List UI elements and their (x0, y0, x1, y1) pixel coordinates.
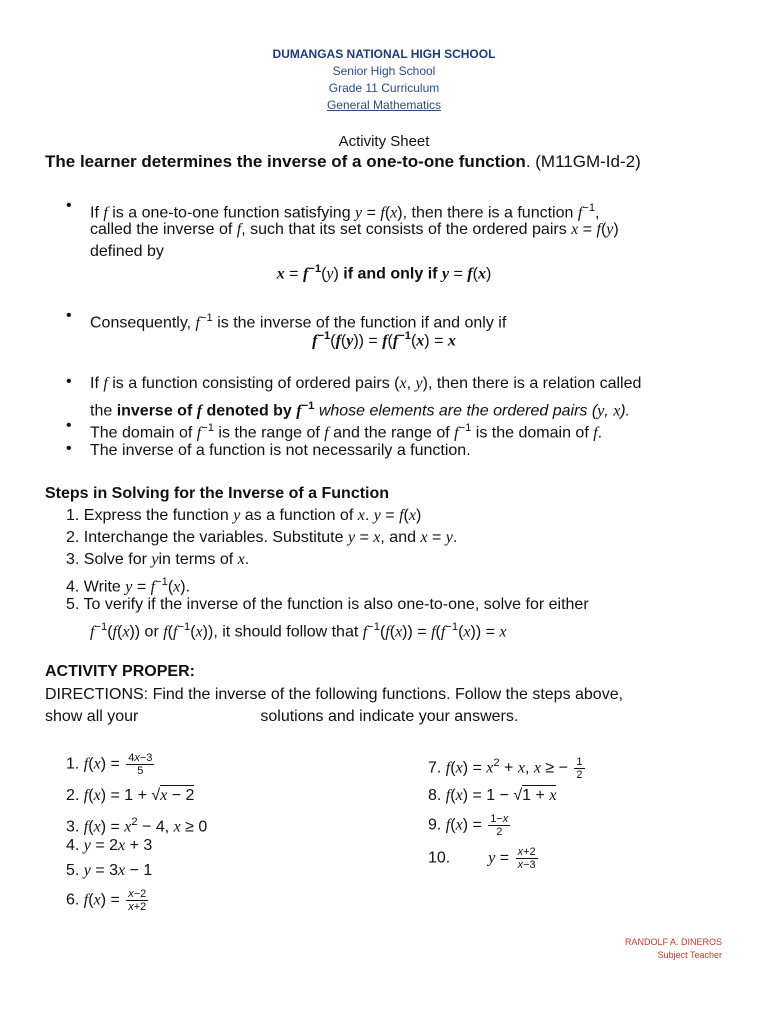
bullet-3-line-2: the inverse of f denoted by $f^{-1}$ whose elements are the ordered pairs (y, x). (90, 400, 631, 420)
bullet-dot: • (66, 440, 72, 457)
subject-name: General Mathematics (326, 98, 442, 112)
bullet-dot: • (66, 197, 72, 214)
activity-sheet-label: Activity Sheet (338, 133, 430, 150)
curriculum: Grade 11 Curriculum (328, 81, 440, 95)
problem-10: 10. y = $\frac{x+2}{x-3}$ (428, 846, 536, 871)
problem-4: 4. y = 2x + 3 (66, 837, 153, 854)
step-2: 2. Interchange the variables. Substitute y = x, and x = y. (66, 529, 458, 546)
school-level: Senior High School (332, 64, 436, 78)
step-3: 3. Solve for yin terms of x. (66, 551, 250, 568)
bullet-1-line-2: called the inverse of f, such that its set consists of the ordered pairs x = f(y) (90, 221, 619, 238)
step-5-line-1: 5. To verify if the inverse of the function is also one-to-one, solve for either (66, 596, 589, 613)
problem-6: 6. f(x) = $\frac{x-2}{x+2}$ (66, 888, 147, 913)
competency-code: . (M11GM-Id-2) (525, 152, 641, 171)
problem-8: 8. f(x) = 1 − √1 + x (428, 787, 557, 804)
directions-line-1: DIRECTIONS: Find the inverse of the following functions. Follow the steps above, (45, 686, 624, 703)
steps-title: Steps in Solving for the Inverse of a Function (45, 485, 390, 502)
composition-formula: $f^{-1}(f(y)) = f(f^{-1}(x) = x$ (312, 330, 456, 350)
bullet-dot: • (66, 307, 72, 324)
competency-title: The learner determines the inverse of a one-to-one function (45, 152, 526, 171)
directions-line-2: show all your solutions and indicate your answers. (45, 708, 519, 725)
activity-title: ACTIVITY PROPER: (45, 663, 195, 680)
teacher-name: RANDOLF A. DINEROS (624, 937, 722, 947)
school-name: DUMANGAS NATIONAL HIGH SCHOOL (272, 47, 496, 61)
bullet-dot: • (66, 373, 72, 390)
bullet-2: Consequently, $f^{-1}$ is the inverse of the function if and only if (90, 312, 507, 332)
step-4: 4. Write $y = f^{-1}(x)$. (66, 576, 191, 596)
problem-3: 3. $f(x) = x^2 - 4$, x ≥ 0 (66, 816, 208, 836)
problem-7: 7. $f(x) = x^2 + x$, x ≥ − $\frac{1}{2}$ (428, 755, 583, 781)
problem-9: 9. f(x) = $\frac{1-x}{2}$ (428, 813, 509, 838)
competency (45, 151, 641, 173)
teacher-signature (625, 936, 722, 962)
inverse-definition-formula: $x = f^{-1}(y)$ if and only if y = f(x) (276, 263, 492, 283)
step-5-line-2: $f^{-1}(f(x))$ or $f(f^{-1}(x))$, it should follow that $f^{-1}(f(x)) = f(f^{-1}(x)) = x$ (90, 621, 507, 641)
bullet-dot: • (66, 417, 72, 434)
bullet-3-line-1: If f is a function consisting of ordered pairs (x, y), then there is a relation called (90, 375, 642, 392)
bullet-5: The inverse of a function is not necessarily a function. (90, 442, 471, 459)
bullet-4: The domain of $f^{-1}$ is the range of f and the range of $f^{-1}$ is the domain of f. (90, 422, 603, 442)
teacher-role: Subject Teacher (657, 950, 722, 960)
step-1: 1. Express the function y as a function of x. y = f(x) (66, 507, 422, 524)
problem-2: 2. f(x) = 1 + √x − 2 (66, 787, 195, 804)
bullet-1-line-3: defined by (90, 243, 164, 260)
problem-5: 5. y = 3x − 1 (66, 862, 153, 879)
problem-1: 1. f(x) = $\frac{4x-3}{5}$ (66, 752, 153, 777)
bullet-1-line-1: If f is a one-to-one function satisfying y = f(x), then there is a function $f^{-1}$, (90, 202, 600, 222)
